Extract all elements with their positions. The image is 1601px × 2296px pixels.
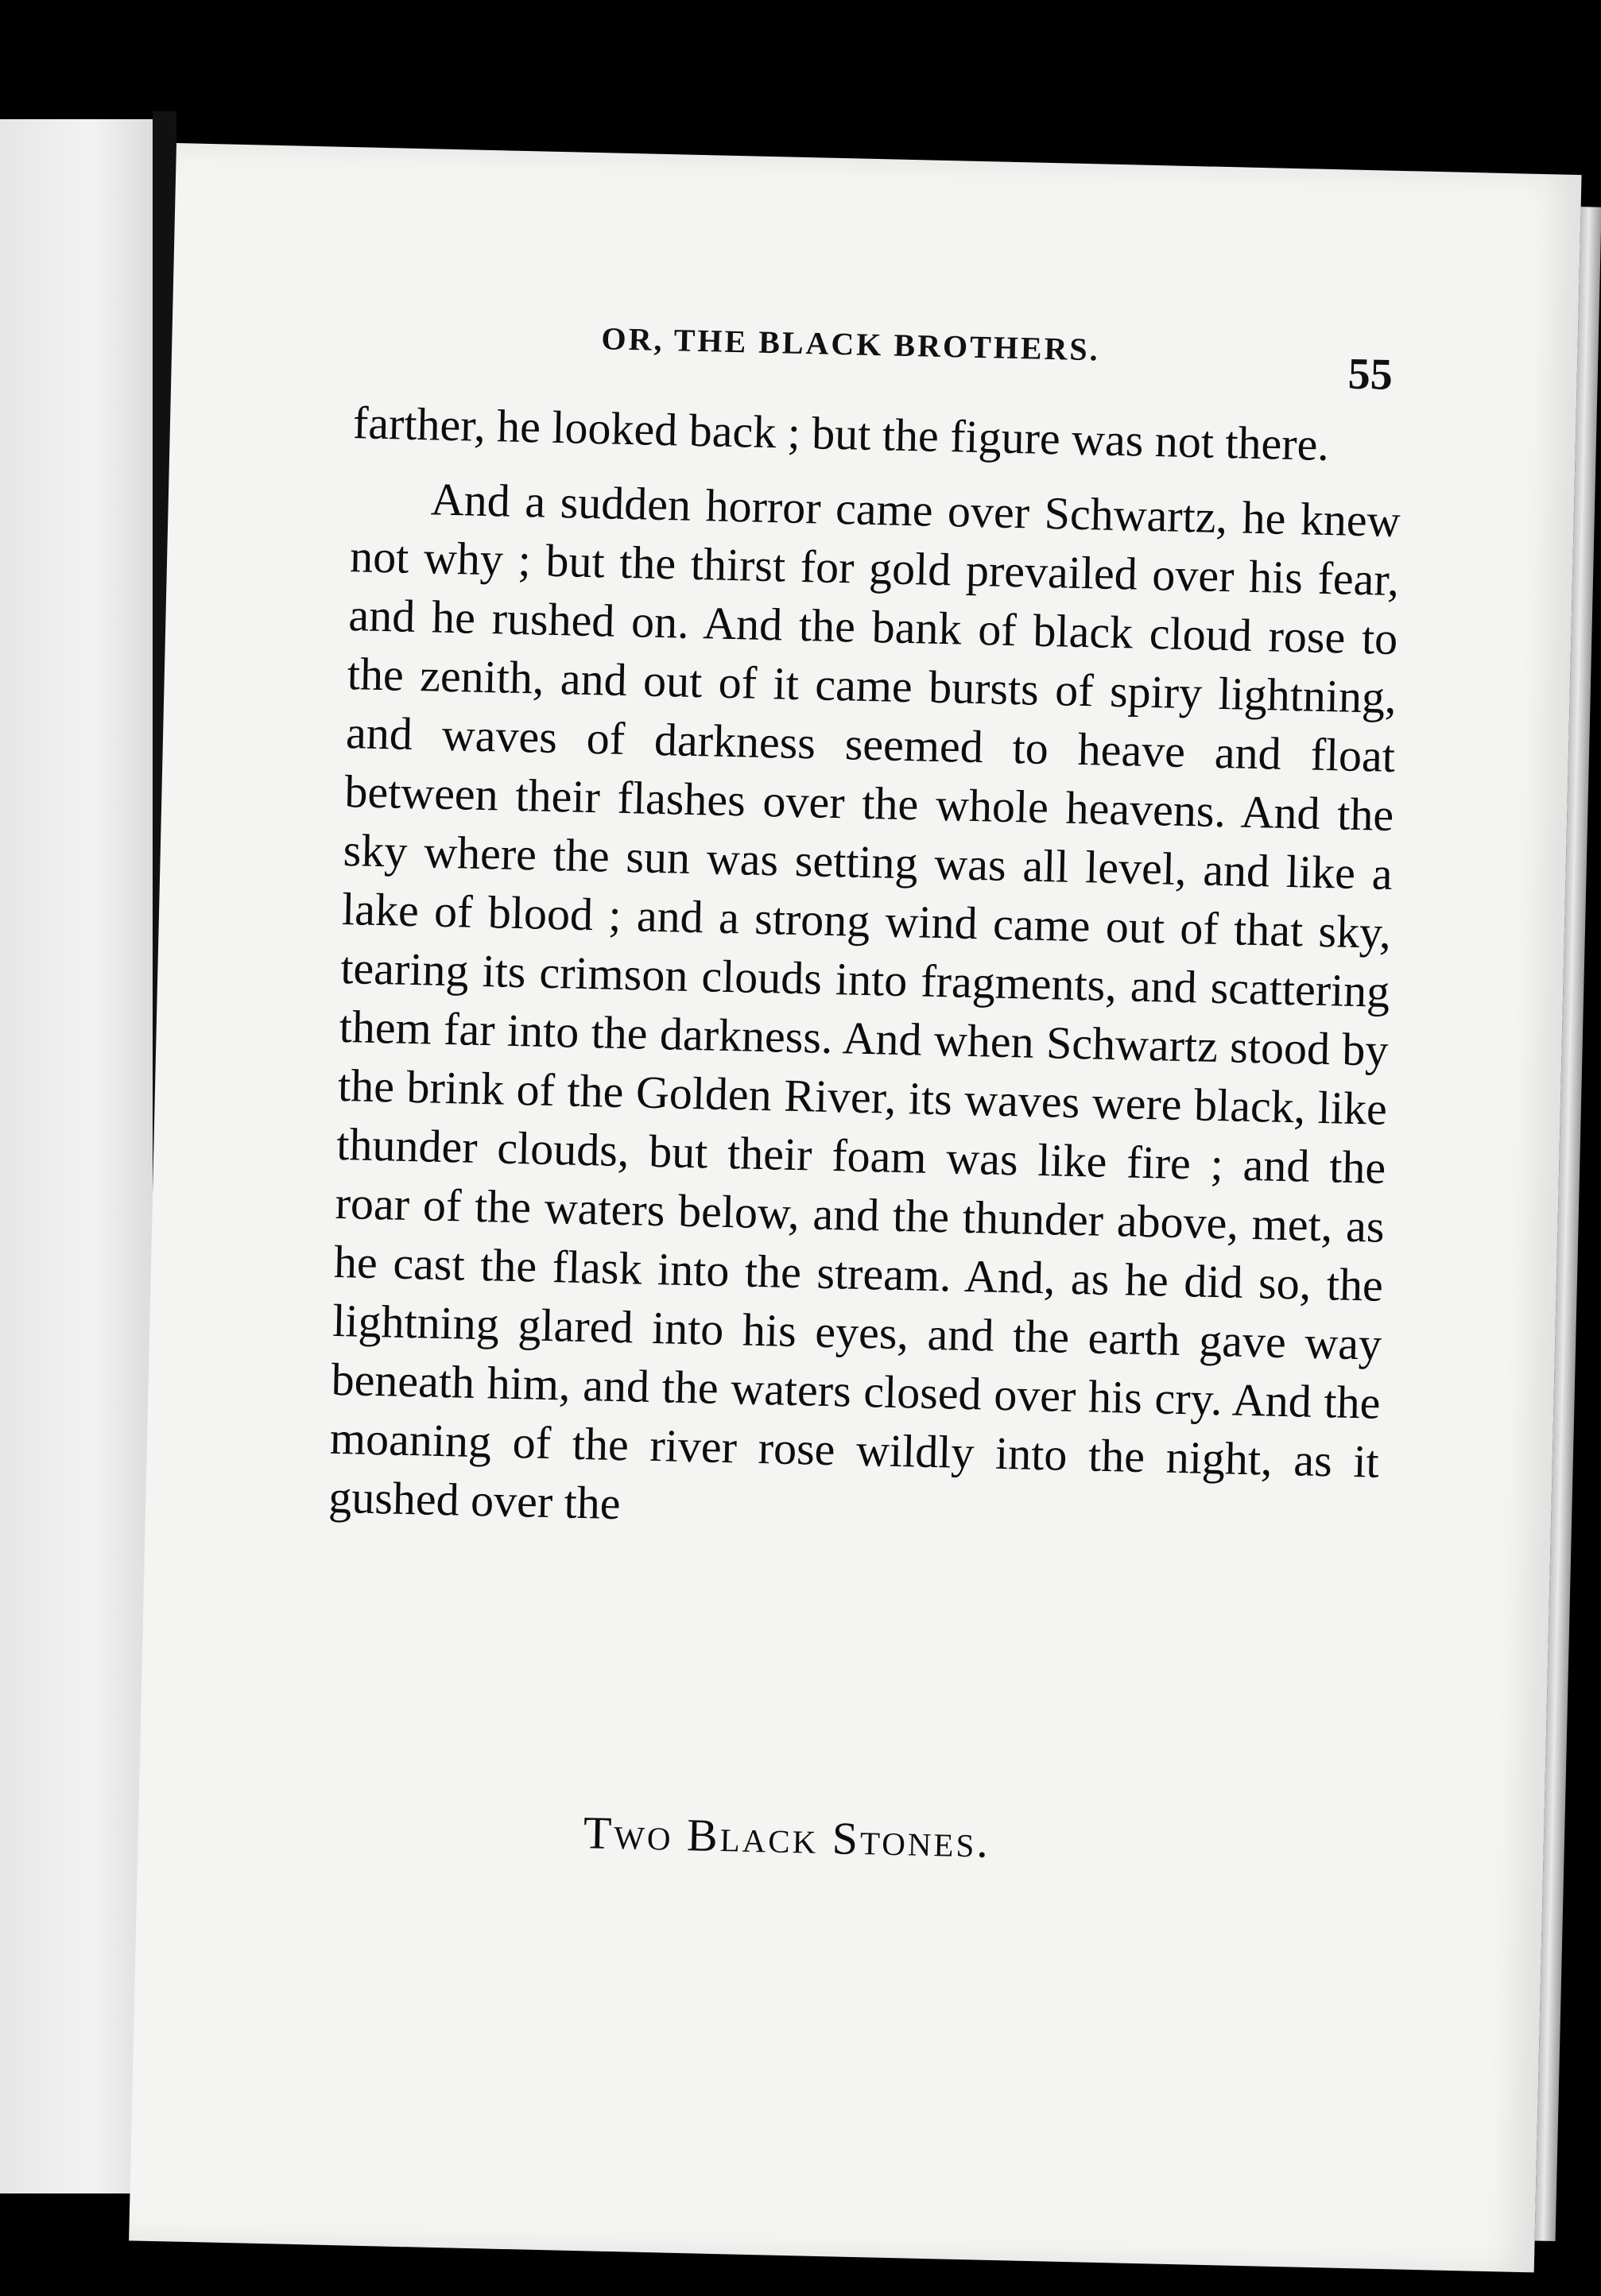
closing-heading: Two Black Stones. [583,1806,991,1868]
book-page [129,143,1581,2272]
page-edge [1535,207,1601,2241]
paragraph-1: farther, he looked back ; but the figure was not there. [352,397,1330,470]
facing-page-edge [0,119,153,2193]
paragraph-2: And a sudden horror came over Schwartz, he knew not why ; but the thirst for gold prevailed over his fear, and he rushed on. And the bank of black cloud rose to the zenith, and out of it came bursts of spiry lightning, and waves of darkness seemed to heave and float between their flashes over the whole heavens. And the sky where the sun was setting was all level, and like a lake of blood ; and a strong wind came out of that sky, tearing its crimson clouds into fragments, and scattering them far into the darkness. And when Schwartz stood by the brink of the Golden River, its waves were black, like thunder clouds, but their foam was like fire ; and the roar of the waters below, and the thunder above, met, as he cast the flask into the stream. And, as he did so, the lightning glared into his eyes, and the earth gave way beneath him, and the waters closed over his cry. And the moaning of the river rose wildly into the night, as it gushed over the [328,473,1401,1530]
body-text [328,393,1403,1551]
page-number: 55 [1347,349,1394,400]
running-head: OR, THE BLACK BROTHERS. [601,320,1101,368]
